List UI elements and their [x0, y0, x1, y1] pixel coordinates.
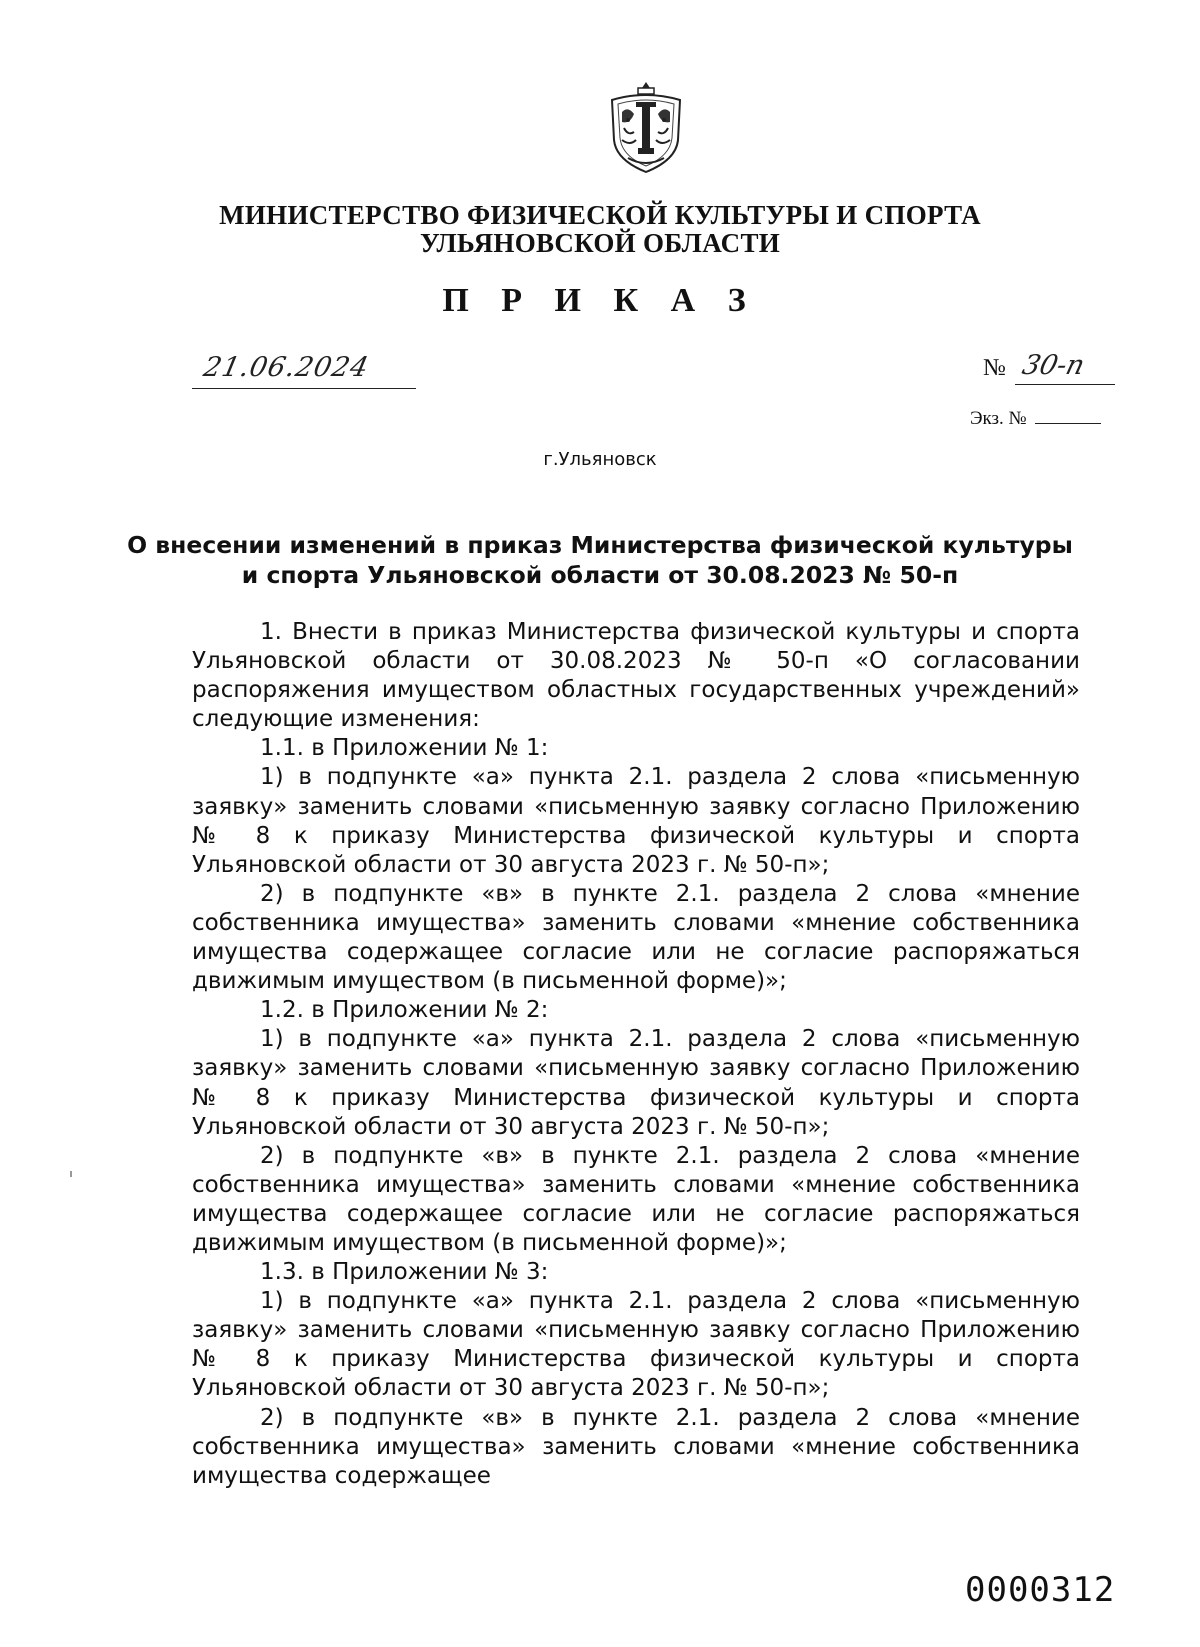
- document-body: [192, 618, 1080, 1491]
- copy-number-field: [970, 405, 1101, 430]
- paragraph: 1. Внести в приказ Министерства физической культуры и спорта Ульяновской области от 30.08.2023 № 50-п «О согласовании распоряжения имуществом областных государственных учреждений» следующие изменения:: [192, 619, 1080, 733]
- paragraph: 1.2. в Приложении № 2:: [260, 997, 549, 1024]
- document-type-title: П Р И К А З: [442, 282, 758, 319]
- city-name: г.Ульяновск: [543, 449, 657, 470]
- scan-artifact: [70, 1171, 72, 1177]
- handwritten-number: 30-п: [1019, 350, 1088, 381]
- subject-line2: и спорта Ульяновской области от 30.08.2023 № 50-п: [241, 561, 959, 589]
- paragraph: 2) в подпункте «в» в пункте 2.1. раздела 2 слова «мнение собственника имущества» заменить словами «мнение собственника имущества содержащее согласие или не согласие распоряжаться движимым имуществом (в письменной форме)»;: [192, 880, 1080, 995]
- copy-blank-line: [1035, 405, 1101, 424]
- number-label: №: [983, 355, 1006, 381]
- paragraph: 2) в подпункте «в» в пункте 2.1. раздела 2 слова «мнение собственника имущества» заменить словами «мнение собственника имущества содержащее согласие или не согласие распоряжаться движимым имуществом (в письменной форме)»;: [192, 1142, 1080, 1256]
- paragraph: 1) в подпункте «а» пункта 2.1. раздела 2 слова «письменную заявку» заменить словами «письменную заявку согласно Приложению № 8 к приказу Министерства физической культуры и спорта Ульяновской области от 30 августа 2023 г. № 50-п»;: [192, 764, 1080, 878]
- paragraph: 1) в подпункте «а» пункта 2.1. раздела 2 слова «письменную заявку» заменить словами «письменную заявку согласно Приложению № 8 к приказу Министерства физической культуры и спорта Ульяновской области от 30 августа 2023 г. № 50-п»;: [192, 1026, 1080, 1140]
- ministry-name-line1: МИНИСТЕРСТВО ФИЗИЧЕСКОЙ КУЛЬТУРЫ И СПОРТА: [219, 200, 981, 230]
- ministry-name-line2: УЛЬЯНОВСКОЙ ОБЛАСТИ: [419, 228, 781, 258]
- copy-label: Экз. №: [970, 408, 1027, 429]
- serial-number: 0000312: [965, 1570, 1116, 1610]
- subject-line1: О внесении изменений в приказ Министерства физической культуры: [127, 531, 1073, 559]
- coat-of-arms-icon: [598, 78, 694, 176]
- paragraph: 1.1. в Приложении № 1:: [260, 735, 549, 762]
- paragraph: 2) в подпункте «в» в пункте 2.1. раздела 2 слова «мнение собственника имущества» заменить словами «мнение собственника имущества содержащее: [192, 1404, 1080, 1489]
- handwritten-date: 21.06.2024: [200, 352, 372, 383]
- date-field: [192, 350, 416, 389]
- paragraph: 1.3. в Приложении № 3:: [260, 1259, 549, 1286]
- number-field: [1015, 350, 1115, 385]
- document-subject: [0, 530, 1200, 590]
- paragraph: 1) в подпункте «а» пункта 2.1. раздела 2 слова «письменную заявку» заменить словами «письменную заявку согласно Приложению № 8 к приказу Министерства физической культуры и спорта Ульяновской области от 30 августа 2023 г. № 50-п»;: [192, 1288, 1080, 1402]
